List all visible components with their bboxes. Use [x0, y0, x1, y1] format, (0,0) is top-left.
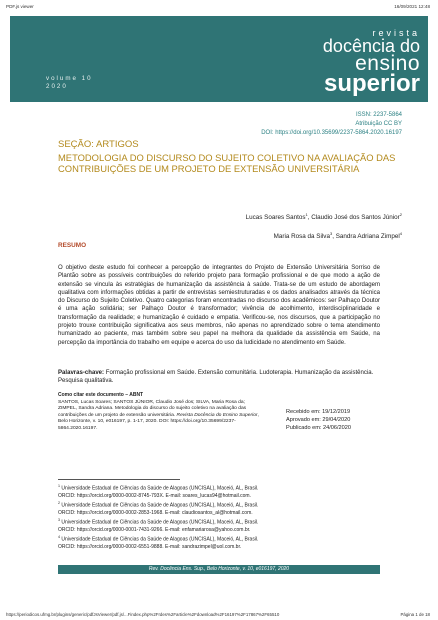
volume-label: volume 10 — [46, 75, 93, 82]
issn: ISSN: 2237-5864 — [355, 112, 402, 118]
viewer-title: PDF.js viewer — [6, 4, 34, 9]
author-note-ref[interactable]: 2 — [399, 212, 402, 217]
logo-line-2: docência do — [322, 36, 420, 56]
citation-heading: Como citar este documento – ABNT — [58, 392, 144, 398]
published-date: Publicado em: 24/06/2020 — [286, 425, 351, 431]
page-indicator: Página 1 de 18 — [400, 612, 430, 617]
received-date: Recebido em: 19/12/2019 — [286, 409, 351, 415]
keywords-label: Palavras-chave: — [58, 370, 105, 376]
abstract-text: O objetivo deste estudo foi conhecer a percepção de integrantes do Projeto de Extensão Universitária Sorriso de Plantão sobre as possíveis contribuições do referido projeto para formação profissional e de que modo a ação de extensão se vincula às estratégias de humanização da assistência à saúde. Trata-se de um estudo de abordagem qualitativa com informações obtidas a partir de entrevistas semiestruturadas e os dados analisados através da técnica do Discurso do Sujeito Coletivo. Quatro categorias foram encontradas no discurso dos acadêmicos: ser Palhaço Doutor é uma ação solidária; ser Palhaço Doutor é transformador; vivência de acolhimento, interdisciplinaridade e transformação da realidade; e humanização é cuidado e empatia. Verificou-se, nos discursos, que a participação no projeto trouxe contribuição significativa aos seus membros, não apenas no aprendizado sobre o tema atendimento humanizado ao paciente, mas também sobre seu papel na melhora da qualidade da assistência em Saúde, na percepção da importância do trabalho em equipe e acerca do uso da ludicidade no atendimento em Saúde. — [58, 265, 380, 346]
footnote-number: 2 — [58, 501, 60, 506]
author-name: Claudio José dos Santos Júnior — [311, 214, 400, 222]
citation-journal: Revista Docência do Ensino Superior — [176, 412, 258, 418]
footnotes — [58, 483, 380, 551]
footnote-2-orcid[interactable]: ORCID: https://orcid.org/0000-0002-2853-1968. E-mail: claudiosantos_al@hotmail.com. — [58, 509, 253, 516]
print-datetime: 16/09/2021 12:48 — [394, 4, 430, 9]
footnote-3-orcid[interactable]: ORCID: https://orcid.org/0000-0001-7431-9266. E-mail: enfamariarosa@yahoo.com.br. — [58, 526, 251, 533]
footnote-4 — [58, 534, 380, 544]
footnote-affiliation: Universidade Estadual de Ciências da Saúde de Alagoas (UNCISAL), Maceió, AL, Brasil. — [61, 519, 259, 526]
author-list — [246, 207, 402, 244]
browser-statusbar — [6, 612, 432, 617]
volume-year: 2020 — [46, 82, 68, 90]
author-line-2: Maria Rosa da Silva$^3$, Sandra Adriana Zimpel$^4$ — [273, 230, 402, 240]
author-line-1: Lucas Soares Santos$^1$, Claudio José dos Santos Júnior$^2$ — [245, 212, 402, 222]
journal-logo — [323, 29, 420, 95]
logo-line-4: superior — [323, 70, 420, 97]
license: Atribuição CC BY — [355, 120, 402, 127]
logo-line-1: revista — [372, 28, 420, 38]
footnote-number: 1 — [58, 484, 60, 488]
doi-link[interactable]: DOI: https://doi.org/10.35699/2237-5864.2020.16197 — [261, 129, 402, 136]
citation-part-1: SANTOS, Lucas Soares; SANTOS JÚNIOR, Claudio José dos; SILVA, Maria Rosa da; ZIMPEL, Sandra Adriana. Metodologia do discurso do sujeito coletivo na avaliação das contribuições de um projeto de extensão universitária. — [58, 400, 247, 418]
author-note-ref[interactable]: 4 — [399, 230, 402, 236]
author-note-ref[interactable]: 3 — [329, 230, 333, 236]
author-note-ref[interactable]: 1 — [305, 212, 308, 217]
abstract-heading: RESUMO — [58, 242, 87, 249]
keywords-text: Formação profissional em Saúde. Extensão comunitária. Ludoterapia. Humanização da assistência. Pesquisa qualitativa. — [58, 370, 374, 385]
footnote-3 — [58, 517, 380, 527]
approved-date: Aprovado em: 29/04/2020 — [286, 417, 351, 423]
citation-text — [58, 400, 264, 432]
author-name: Sandra Adriana Zimpel — [335, 232, 400, 240]
page-url: https://periodicos.ufmg.br/plugins/generic/pdfJsViewer/pdf.js/...Findex.php%2Frdes%2Farticle%2Fdownload%2F16197%2F17867%2F65510 — [6, 612, 280, 617]
article-title: METODOLOGIA DO DISCURSO DO SUJEITO COLETIVO NA AVALIAÇÃO DAS CONTRIBUIÇÕES DE UM PROJETO DE EXTENSÃO UNIVERSITÁRIA — [58, 152, 396, 174]
author-name: Maria Rosa da Silva — [273, 232, 330, 240]
footnote-2 — [58, 500, 380, 510]
keywords — [58, 369, 380, 386]
browser-topbar — [0, 0, 438, 14]
footnote-number: 4 — [58, 535, 60, 540]
footnote-4-orcid[interactable]: ORCID: https://orcid.org/0000-0002-6551-9888. E-mail: sandrazimpel@uol.com.br. — [58, 544, 242, 551]
volume-info — [46, 75, 93, 90]
article-dates — [286, 408, 351, 432]
section-label: SEÇÃO: ARTIGOS — [58, 139, 139, 150]
footnote-number: 3 — [58, 518, 60, 523]
footnote-affiliation: Universidade Estadual de Ciências da Saúde de Alagoas (UNCISAL), Maceió, AL, Brasil. — [61, 536, 259, 543]
footnote-divider — [58, 479, 180, 480]
footnote-1-orcid[interactable]: ORCID: https://orcid.org/0000-0002-8745-793X. E-mail: soares_lucas94@hotmail.com. — [58, 492, 251, 499]
journal-footer: Rev. Docência Ens. Sup., Belo Horizonte, v. 10, e016197, 2020 — [58, 565, 380, 574]
footnote-affiliation: Universidade Estadual de Ciências da Saúde de Alagoas (UNCISAL), Maceió, AL, Brasil. — [61, 502, 259, 509]
footnote-affiliation: Universidade Estadual de Ciências da Saúde de Alagoas (UNCISAL), Maceió, AL, Brasil. — [61, 485, 259, 492]
footnote-1 — [58, 483, 380, 493]
journal-header-band — [10, 16, 428, 102]
logo-line-3: ensino — [355, 52, 420, 75]
citation-part-2: , Belo Horizonte, v. 10, e016197, p. 1-17, 2020. DOI: https://doi.org/10.35699/2237-5864.2020.16197. — [58, 412, 259, 431]
author-name: Lucas Soares Santos — [245, 214, 306, 222]
article-meta — [261, 111, 402, 137]
